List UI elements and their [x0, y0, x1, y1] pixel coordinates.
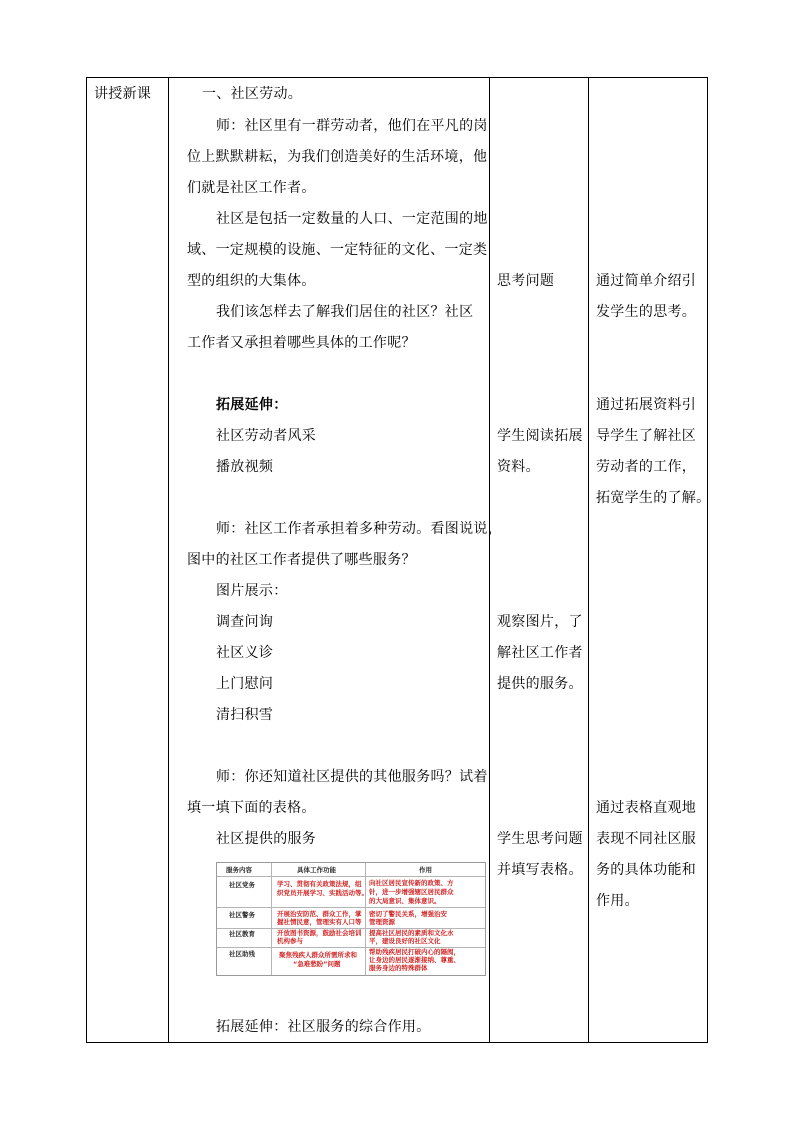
student-activity: 提供的服务。 — [497, 676, 583, 692]
design-intent: 表现不同社区服 — [596, 831, 697, 847]
teacher-intro-line: 们就是社区工作者。 — [187, 180, 316, 196]
community-definition-line: 社区是包括一定数量的人口、一定范围的地 — [216, 211, 488, 227]
service-table-header: 服务内容 — [226, 866, 252, 874]
student-activity: 资料。 — [497, 459, 540, 475]
service-table-col-divider — [365, 863, 366, 975]
service-table-name: 社区党务 — [229, 881, 255, 889]
extension-item: 社区劳动者风采 — [216, 428, 317, 444]
service-table-effect: 帮助残疾居民打破内心的隔阂， — [369, 948, 460, 956]
design-intent: 务的具体功能和 — [596, 862, 697, 878]
question-line: 工作者又承担着哪些具体的工作呢？ — [187, 335, 416, 351]
section-title: 一、社区劳动。 — [202, 86, 303, 102]
service-table-name: 社区警务 — [229, 911, 255, 919]
design-intent: 通过简单介绍引 — [596, 273, 697, 289]
teacher-table-line: 师：你还知道社区提供的其他服务吗？试着 — [216, 769, 488, 785]
lesson-plan-table — [86, 77, 711, 1043]
stage-label: 讲授新课 — [94, 86, 152, 102]
service-table-row-divider — [217, 876, 485, 877]
service-table-func: 织党员开展学习、实践活动等。 — [277, 889, 368, 897]
service-table-effect: 的大局意识、集体意识。 — [369, 897, 441, 905]
service-table-effect: 服务身边的特殊群体 — [369, 964, 428, 972]
service-table-row-divider — [217, 907, 485, 908]
column-divider-1 — [168, 77, 169, 1043]
teacher-intro-line: 位上默默耕耘，为我们创造美好的生活环境，他 — [187, 149, 488, 165]
service-table-name: 社区教育 — [229, 930, 255, 938]
extension-item: 播放视频 — [216, 459, 274, 475]
picture-item: 社区义诊 — [216, 645, 274, 661]
design-intent: 导学生了解社区 — [596, 428, 697, 444]
service-table-col-divider — [271, 863, 272, 975]
service-table — [216, 862, 486, 976]
student-activity: 学生阅读拓展 — [497, 428, 583, 444]
picture-item: 上门慰问 — [216, 676, 274, 692]
teacher-services-line: 图中的社区工作者提供了哪些服务？ — [187, 552, 416, 568]
community-definition-line: 域、一定规模的设施、一定特征的文化、一定类 — [187, 242, 488, 258]
service-table-func: 学习、贯彻有关政策法规，组 — [277, 880, 362, 888]
service-table-func: 聚焦残疾人群众所需所求和 — [279, 951, 357, 959]
design-intent: 拓宽学生的了解。 — [596, 490, 711, 506]
service-table-effect: 针，进一步增强辖区居民群众 — [369, 888, 454, 896]
service-table-effect: 管理资源 — [369, 918, 395, 926]
design-intent: 作用。 — [596, 893, 639, 909]
table-right-border — [707, 77, 708, 1043]
student-activity: 解社区工作者 — [497, 645, 583, 661]
student-activity: 思考问题 — [497, 273, 555, 289]
column-divider-2 — [489, 77, 490, 1043]
service-table-header: 作用 — [419, 866, 432, 874]
question-line: 我们该怎样去了解我们居住的社区？社区 — [216, 304, 474, 320]
table-bottom-border — [86, 1042, 708, 1043]
teacher-intro-line: 师：社区里有一群劳动者，他们在平凡的岗 — [216, 118, 488, 134]
service-table-func: “急难愁盼”问题 — [293, 960, 341, 968]
service-table-name: 社区助残 — [229, 950, 255, 958]
service-table-effect: 平，建设良好的社区文化 — [369, 937, 441, 945]
service-table-effect: 让身边的居民逐渐接纳、尊重、 — [369, 956, 460, 964]
service-table-func: 开放图书资源，鼓励社会培训 — [277, 929, 362, 937]
table-top-border — [86, 77, 708, 78]
picture-item: 清扫积雪 — [216, 707, 274, 723]
design-intent: 通过表格直观地 — [596, 800, 697, 816]
teacher-table-line: 填一填下面的表格。 — [187, 800, 316, 816]
service-table-effect: 向社区居民宣传新的政策、方 — [369, 879, 454, 887]
service-table-header: 具体工作功能 — [297, 866, 336, 874]
design-intent: 发学生的思考。 — [596, 304, 697, 320]
service-table-func: 开展治安防范、群众工作，掌 — [277, 910, 362, 918]
service-table-func: 机构参与 — [277, 937, 303, 945]
teacher-services-line: 师：社区工作者承担着多种劳动。看图说说， — [216, 521, 502, 537]
service-table-effect: 密切了警民关系，增强治安 — [369, 910, 447, 918]
extension-summary: 拓展延伸：社区服务的综合作用。 — [216, 1019, 431, 1035]
design-intent: 通过拓展资料引 — [596, 397, 697, 413]
service-table-effect: 提高社区居民的素质和文化水 — [369, 929, 454, 937]
picture-item: 调查问询 — [216, 614, 274, 630]
student-activity: 并填写表格。 — [497, 862, 583, 878]
table-left-border — [86, 77, 87, 1043]
community-definition-line: 型的组织的大集体。 — [187, 273, 316, 289]
design-intent: 劳动者的工作， — [596, 459, 697, 475]
service-table-func: 握社情民意，管理实有人口等 — [277, 918, 362, 926]
column-divider-3 — [588, 77, 589, 1043]
table-caption: 社区提供的服务 — [216, 831, 317, 847]
pictures-title: 图片展示： — [216, 583, 288, 599]
student-activity: 学生思考问题 — [497, 831, 583, 847]
student-activity: 观察图片，了 — [497, 614, 583, 630]
extension-title: 拓展延伸： — [216, 397, 288, 413]
